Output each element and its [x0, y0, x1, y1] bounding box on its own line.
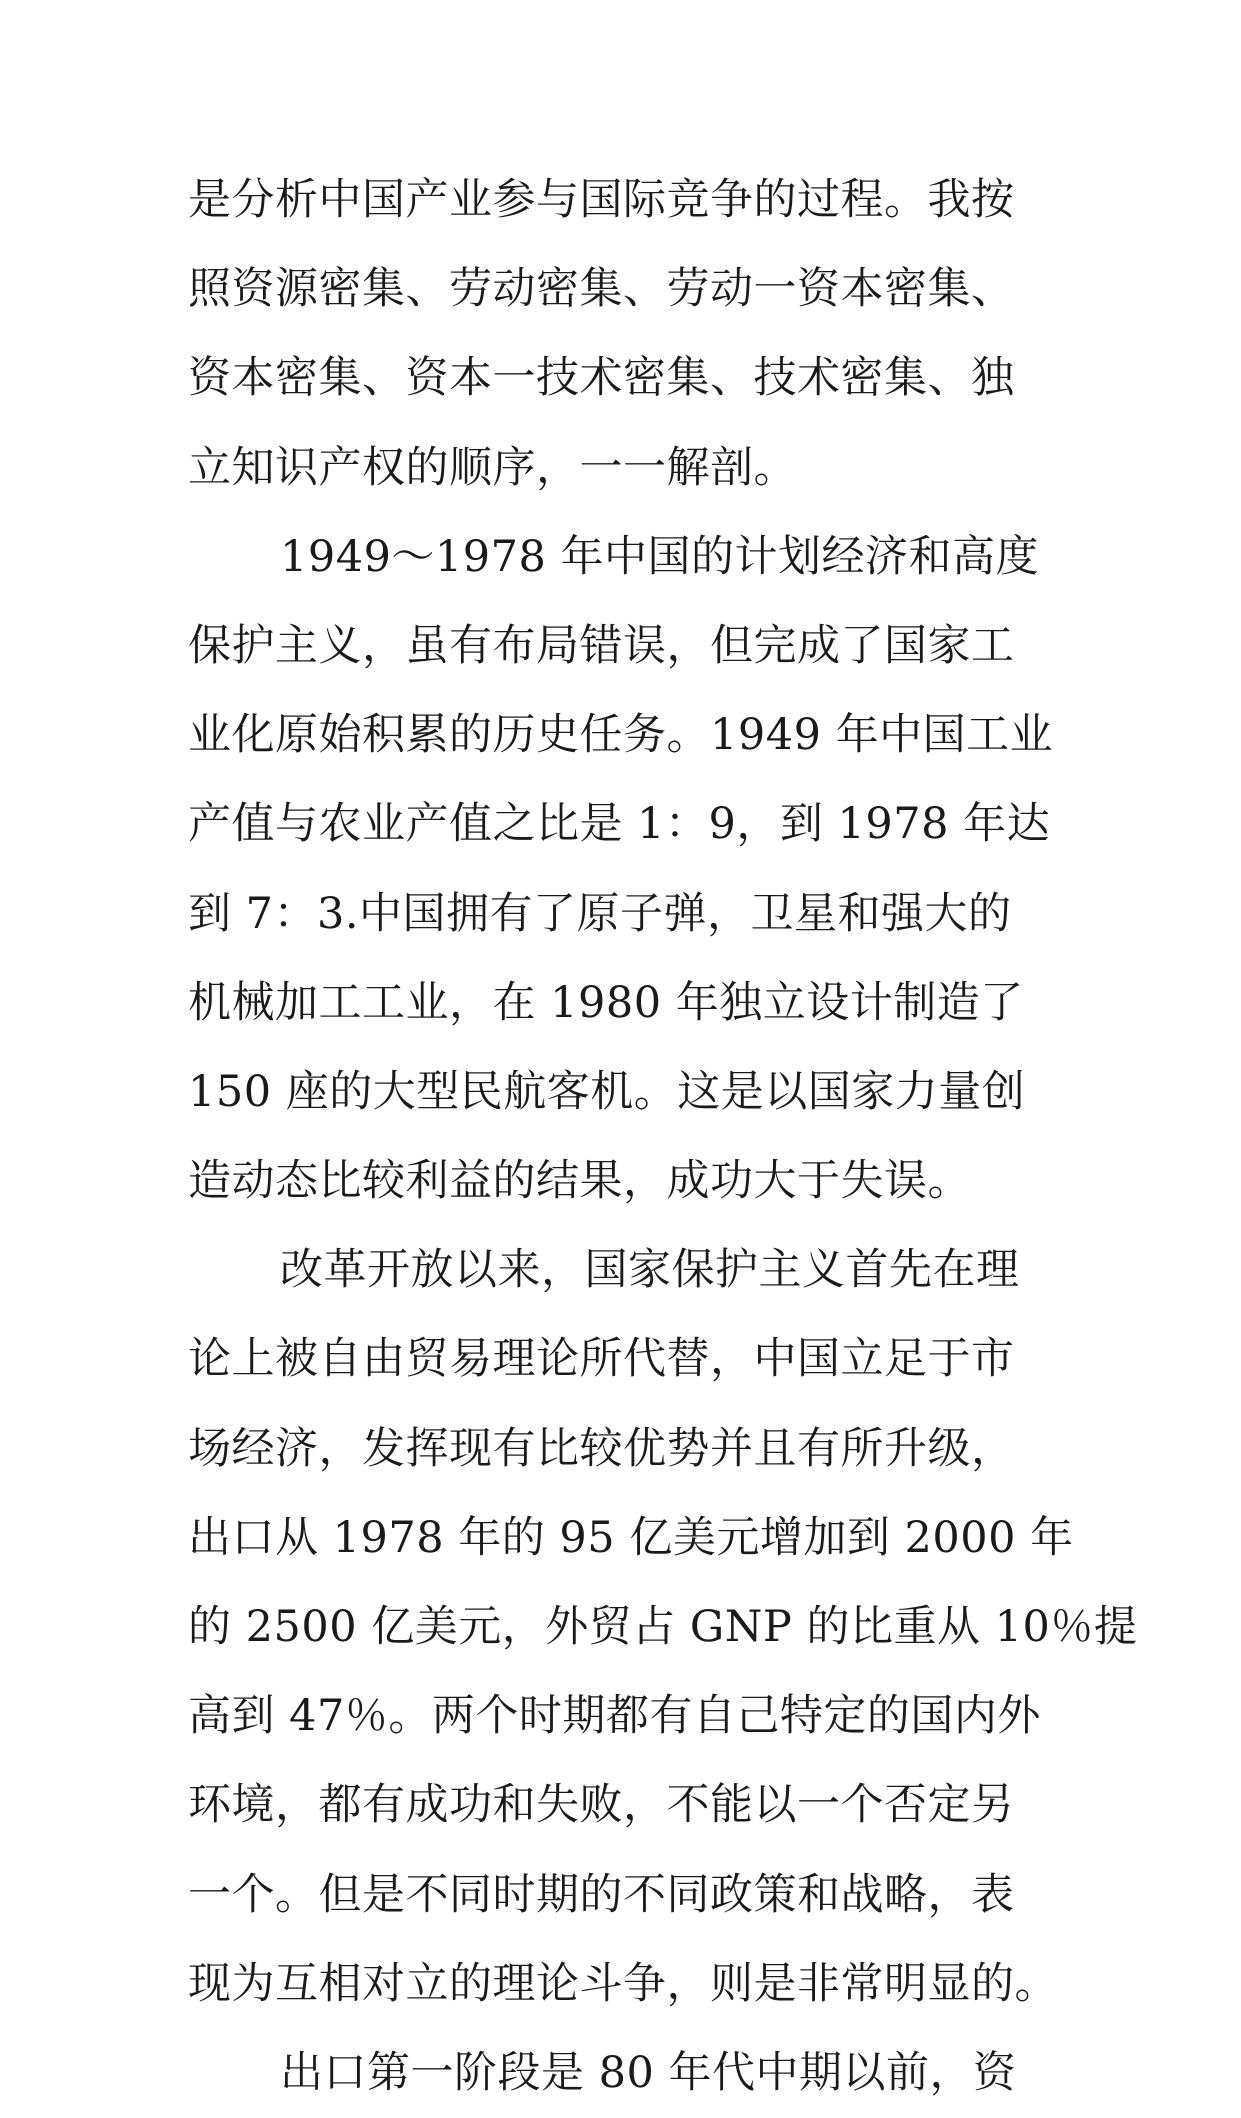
text-line: 造动态比较利益的结果，成功大于失误。 [188, 1156, 971, 1207]
text-line: 到 7：3.中国拥有了原子弹，卫星和强大的 [188, 888, 1012, 939]
paragraph-first-line: 1949～1978 年中国的计划经济和高度 [280, 531, 1040, 582]
text-line: 高到 47％。两个时期都有自己特定的国内外 [188, 1691, 1041, 1742]
text-line: 出口从 1978 年的 95 亿美元增加到 2000 年 [188, 1512, 1074, 1563]
text-line: 照资源密集、劳动密集、劳动一资本密集、 [188, 264, 1015, 315]
text-line: 场经济，发挥现有比较优势并且有所升级， [188, 1423, 1015, 1474]
text-line: 资本密集、资本一技术密集、技术密集、独 [188, 353, 1015, 404]
text-line: 现为互相对立的理论斗争，则是非常明显的。 [188, 1958, 1058, 2009]
paragraph-first-line: 出口第一阶段是 80 年代中期以前，资 [280, 2047, 1017, 2098]
text-line: 环境，都有成功和失败，不能以一个否定另 [188, 1780, 1015, 1831]
body-text [188, 156, 1138, 2118]
paragraph-first-line: 改革开放以来，国家保护主义首先在理 [280, 1245, 1020, 1296]
text-line: 是分析中国产业参与国际竞争的过程。我按 [188, 175, 1015, 225]
text-line: 保护主义，虽有布局错误，但完成了国家工 [188, 620, 1015, 671]
text-line: 立知识产权的顺序，一一解剖。 [188, 442, 797, 493]
text-line: 论上被自由贸易理论所代替，中国立足于市 [188, 1334, 1015, 1385]
text-line: 产值与农业产值之比是 1：9，到 1978 年达 [188, 799, 1051, 850]
text-line: 业化原始积累的历史任务。1949 年中国工业 [188, 710, 1054, 761]
text-line: 一个。但是不同时期的不同政策和战略，表 [188, 1869, 1015, 1920]
text-line: 150 座的大型民航客机。这是以国家力量创 [188, 1066, 1026, 1117]
text-line: 机械加工工业，在 1980 年独立设计制造了 [188, 977, 1024, 1028]
text-line: 的 2500 亿美元，外贸占 GNP 的比重从 10％提 [188, 1602, 1138, 1652]
